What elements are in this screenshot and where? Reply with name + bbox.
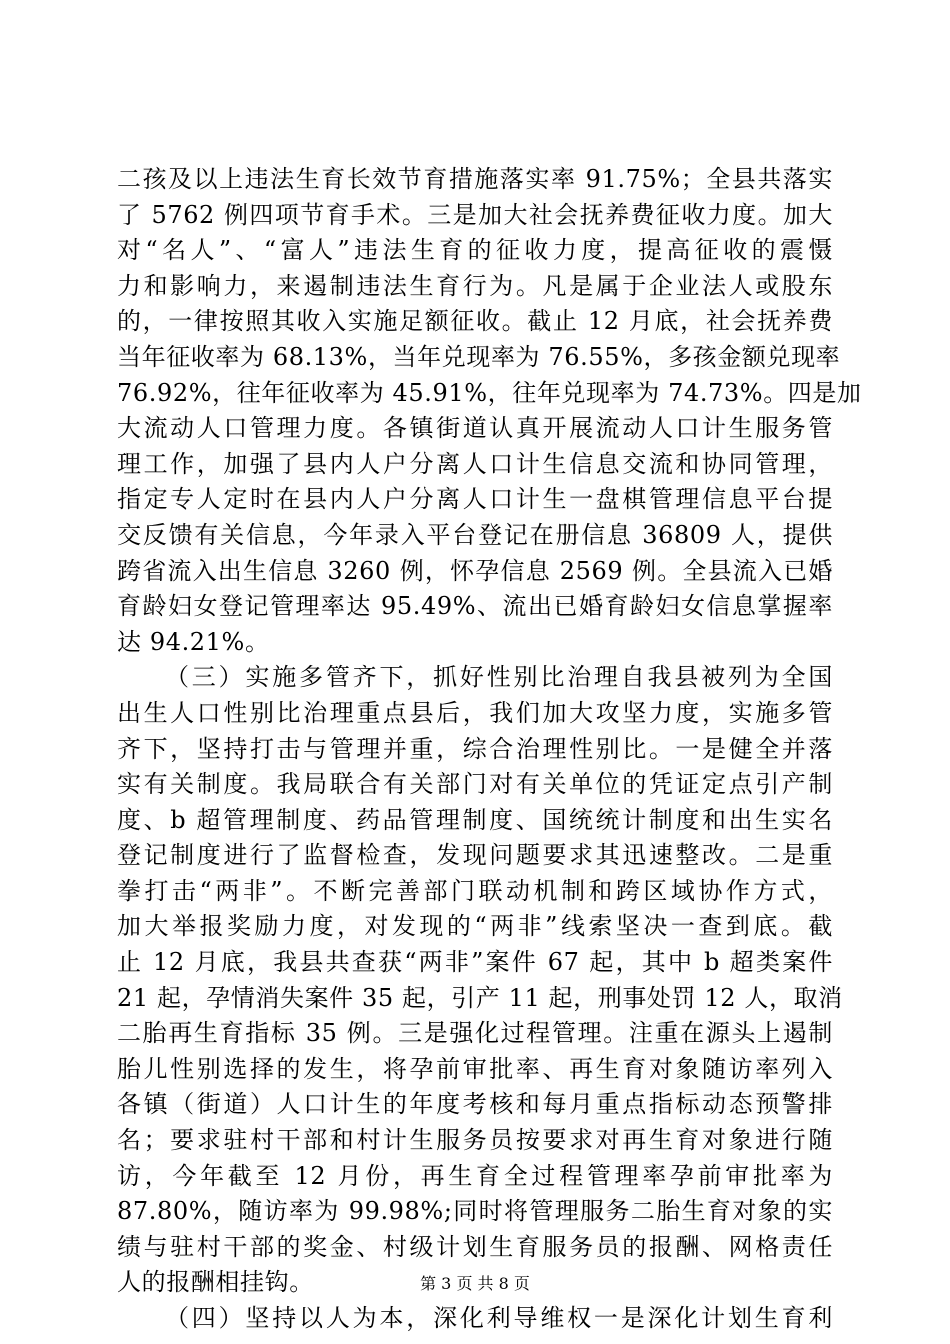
body-line: 拳打击“两非”。不断完善部门联动机制和跨区域协作方式，: [117, 876, 833, 905]
body-line: 绩与驻村干部的奖金、村级计划生育服务员的报酬、网格责任: [117, 1232, 833, 1261]
body-line: 的，一律按照其收入实施足额征收。截止 12 月底，社会抚养费: [117, 307, 833, 336]
body-line: 各镇（街道）人口计生的年度考核和每月重点指标动态预警排: [117, 1090, 833, 1119]
body-line: 二胎再生育指标 35 例。三是强化过程管理。注重在源头上遏制: [117, 1019, 833, 1048]
document-body: [117, 162, 862, 1337]
body-line: 登记制度进行了监督检查，发现问题要求其迅速整改。二是重: [117, 841, 833, 870]
body-line: 二孩及以上违法生育长效节育措施落实率 91.75%；全县共落实: [117, 165, 833, 193]
body-line: 理工作，加强了县内人户分离人口计生信息交流和协同管理，: [117, 449, 833, 478]
page-number-footer: 第 3 页 共 8 页: [420, 1274, 530, 1293]
body-line: 出生人口性别比治理重点县后，我们加大攻坚力度，实施多管: [117, 698, 833, 727]
body-line: 胎儿性别选择的发生，将孕前审批率、再生育对象随访率列入: [117, 1054, 833, 1083]
body-line: 交反馈有关信息，今年录入平台登记在册信息 36809 人，提供: [117, 520, 833, 549]
body-line: 指定专人定时在县内人户分离人口计生一盘棋管理信息平台提: [117, 485, 833, 514]
body-line: 对“名人”、“富人”违法生育的征收力度，提高征收的震慑: [117, 236, 833, 265]
body-line: 21 起，孕情消失案件 35 起，引产 11 起，刑事处罚 12 人，取消: [117, 983, 843, 1012]
body-line: 育龄妇女登记管理率达 95.49%、流出已婚育龄妇女信息掌握率: [117, 592, 833, 621]
body-line: 了 5762 例四项节育手术。三是加大社会抚养费征收力度。加大: [117, 200, 833, 229]
body-line: 76.92%，往年征收率为 45.91%，往年兑现率为 74.73%。四是加: [117, 378, 862, 407]
body-line: 人的报酬相挂钩。: [117, 1268, 314, 1297]
body-line: 力和影响力，来遏制违法生育行为。凡是属于企业法人或股东: [117, 271, 833, 300]
body-line: 加大举报奖励力度，对发现的“两非”线索坚决一查到底。截: [117, 912, 833, 941]
body-line: 止 12 月底，我县共查获“两非”案件 67 起，其中 b 超类案件: [117, 948, 833, 977]
body-line: 跨省流入出生信息 3260 例，怀孕信息 2569 例。全县流入已婚: [117, 556, 833, 585]
body-line: 度、b 超管理制度、药品管理制度、国统统计制度和出生实名: [117, 805, 833, 834]
section-heading-line: （四）坚持以人为本，深化利导维权一是深化计划生育利: [165, 1304, 833, 1332]
body-line: 当年征收率为 68.13%，当年兑现率为 76.55%，多孩金额兑现率: [117, 342, 841, 371]
body-line: 达 94.21%。: [117, 627, 270, 656]
body-line: 齐下，坚持打击与管理并重，综合治理性别比。一是健全并落: [117, 734, 833, 763]
body-line: 实有关制度。我局联合有关部门对有关单位的凭证定点引产制: [117, 770, 833, 799]
body-line: 名；要求驻村干部和村计生服务员按要求对再生育对象进行随: [117, 1126, 833, 1155]
body-line: 访，今年截至 12 月份，再生育全过程管理率孕前审批率为: [117, 1161, 833, 1190]
section-heading-line: （三）实施多管齐下，抓好性别比治理自我县被列为全国: [165, 663, 833, 692]
body-line: 大流动人口管理力度。各镇街道认真开展流动人口计生服务管: [117, 414, 833, 443]
body-line: 87.80%，随访率为 99.98%;同时将管理服务二胎生育对象的实: [117, 1197, 833, 1226]
